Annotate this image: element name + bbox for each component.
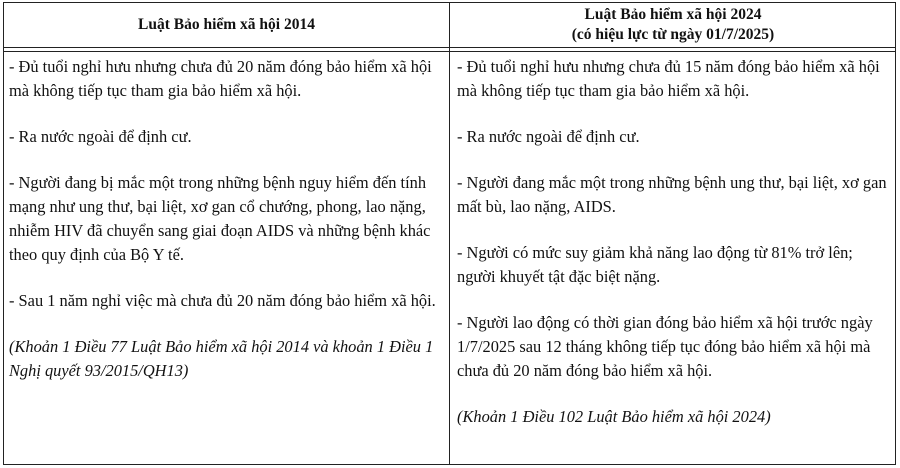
comparison-table (3, 2, 896, 465)
left-item-2: - Ra nước ngoài để định cư. (9, 127, 192, 146)
column-2024 (457, 55, 893, 429)
left-item-3: - Người đang bị mắc một trong những bệnh nguy hiểm đến tính mạng như ung thư, bại liệt, xơ gan cổ chướng, phong, lao nặng, nhiễm HIV đã chuyển sang giai đoạn AIDS và những bệnh khác theo quy định của Bộ Y tế. (9, 173, 431, 264)
column-2014 (9, 55, 445, 383)
left-item-1: - Đủ tuổi nghỉ hưu nhưng chưa đủ 20 năm đóng bảo hiểm xã hội mà không tiếp tục tham gia bảo hiểm xã hội. (9, 57, 432, 100)
left-citation: (Khoản 1 Điều 77 Luật Bảo hiểm xã hội 2014 và khoản 1 Điều 1 Nghị quyết 93/2015/QH13) (9, 337, 434, 380)
right-item-4: - Người có mức suy giảm khả năng lao động từ 81% trở lên; người khuyết tật đặc biệt nặng. (457, 243, 853, 286)
right-item-2: - Ra nước ngoài để định cư. (457, 127, 640, 146)
header-cell-2024 (451, 3, 895, 47)
header-2014-title: Luật Bảo hiểm xã hội 2014 (138, 16, 315, 33)
left-item-4: - Sau 1 năm nghỉ việc mà chưa đủ 20 năm đóng bảo hiểm xã hội. (9, 291, 436, 310)
right-item-3: - Người đang mắc một trong những bệnh ung thư, bại liệt, xơ gan mất bù, lao nặng, AIDS. (457, 173, 887, 216)
right-item-1: - Đủ tuổi nghỉ hưu nhưng chưa đủ 15 năm đóng bảo hiểm xã hội mà không tiếp tục tham gia bảo hiểm xã hội. (457, 57, 880, 100)
header-divider-second (4, 51, 895, 52)
header-2024-title: Luật Bảo hiểm xã hội 2024 (584, 6, 762, 23)
right-citation: (Khoản 1 Điều 102 Luật Bảo hiểm xã hội 2024) (457, 407, 771, 426)
column-divider (449, 3, 450, 464)
right-item-5: - Người lao động có thời gian đóng bảo hiểm xã hội trước ngày 1/7/2025 sau 12 tháng không tiếp tục đóng bảo hiểm xã hội mà chưa đủ 20 năm đóng bảo hiểm xã hội. (457, 313, 873, 380)
header-2024-effective-date: (có hiệu lực từ ngày 01/7/2025) (571, 26, 775, 43)
header-divider (4, 47, 895, 48)
header-cell-2014 (4, 3, 449, 47)
